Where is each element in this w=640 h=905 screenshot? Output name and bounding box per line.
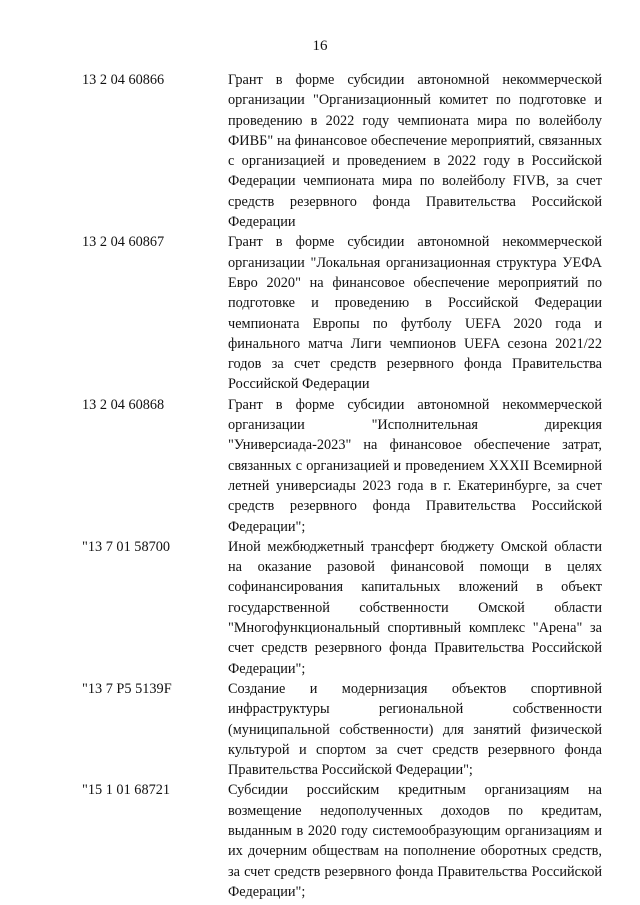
budget-code: "15 1 01 68721 xyxy=(82,782,171,799)
budget-description: Грант в форме субсидии автономной некоммерческой организации "Организационный комитет по подготовке и проведению в 2022 году чемпионата мира по волейболу ФИВБ" на финансовое обеспечение мероприятий, связанных с организацией и проведением в 2022 году в Российской Федерации чемпионата мира по волейболу FIVB, за счет средств резервного фонда Правительства Российской Федерации xyxy=(228,72,602,231)
budget-entry xyxy=(82,780,602,902)
budget-code: 13 2 04 60866 xyxy=(82,72,165,88)
budget-entry xyxy=(82,232,602,394)
budget-code: "13 7 01 58700 xyxy=(82,538,171,555)
budget-description: Иной межбюджетный трансферт бюджету Омской области на оказание разовой финансовой помощи в целях софинансирования капитальных вложений в объект государственной собственности Омской области "Многофункциональный спортивный комплекс "Арена" за счет средств резервного фонда Правительства Российской Федерации"; xyxy=(228,538,602,677)
budget-description: Грант в форме субсидии автономной некоммерческой организации "Исполнительная дирекция "Универсиада-2023" на финансовое обеспечение затрат, связанных с организацией и проведением XXXII Всемирной летней универсиады 2023 года в г. Екатеринбурге, за счет средств резервного фонда Правительства Российской Федерации"; xyxy=(228,396,602,535)
budget-description: Создание и модернизация объектов спортивной инфраструктуры региональной собственности (муниципальной собственности) для занятий физической культурой и спортом за счет средств резервного фонда Правительства Российской Федерации"; xyxy=(228,680,602,779)
budget-entries xyxy=(82,70,602,902)
budget-code: 13 2 04 60868 xyxy=(82,396,165,413)
budget-code: 13 2 04 60867 xyxy=(82,234,165,251)
budget-description: Субсидии российским кредитным организациям на возмещение недополученных доходов по кредитам, выданным в 2020 году системообразующим организациям и их дочерним обществам на пополнение оборотных средств, за счет средств резервного фонда Правительства Российской Федерации"; xyxy=(228,782,602,900)
budget-entry xyxy=(82,70,602,232)
budget-entry xyxy=(82,395,602,537)
budget-entry xyxy=(82,537,602,679)
budget-code: "13 7 P5 5139F xyxy=(82,680,172,697)
budget-entry xyxy=(82,679,602,780)
page-number: 16 xyxy=(312,38,328,54)
budget-description: Грант в форме субсидии автономной некоммерческой организации "Локальная организационная структура УЕФА Евро 2020" на финансовое обеспечение мероприятий по подготовке и проведению в Российской Федерации чемпионата Европы по футболу UEFA 2020 года и финального матча Лиги чемпионов UEFA сезона 2021/22 годов за счет средств резервного фонда Правительства Российской Федерации xyxy=(228,234,602,393)
